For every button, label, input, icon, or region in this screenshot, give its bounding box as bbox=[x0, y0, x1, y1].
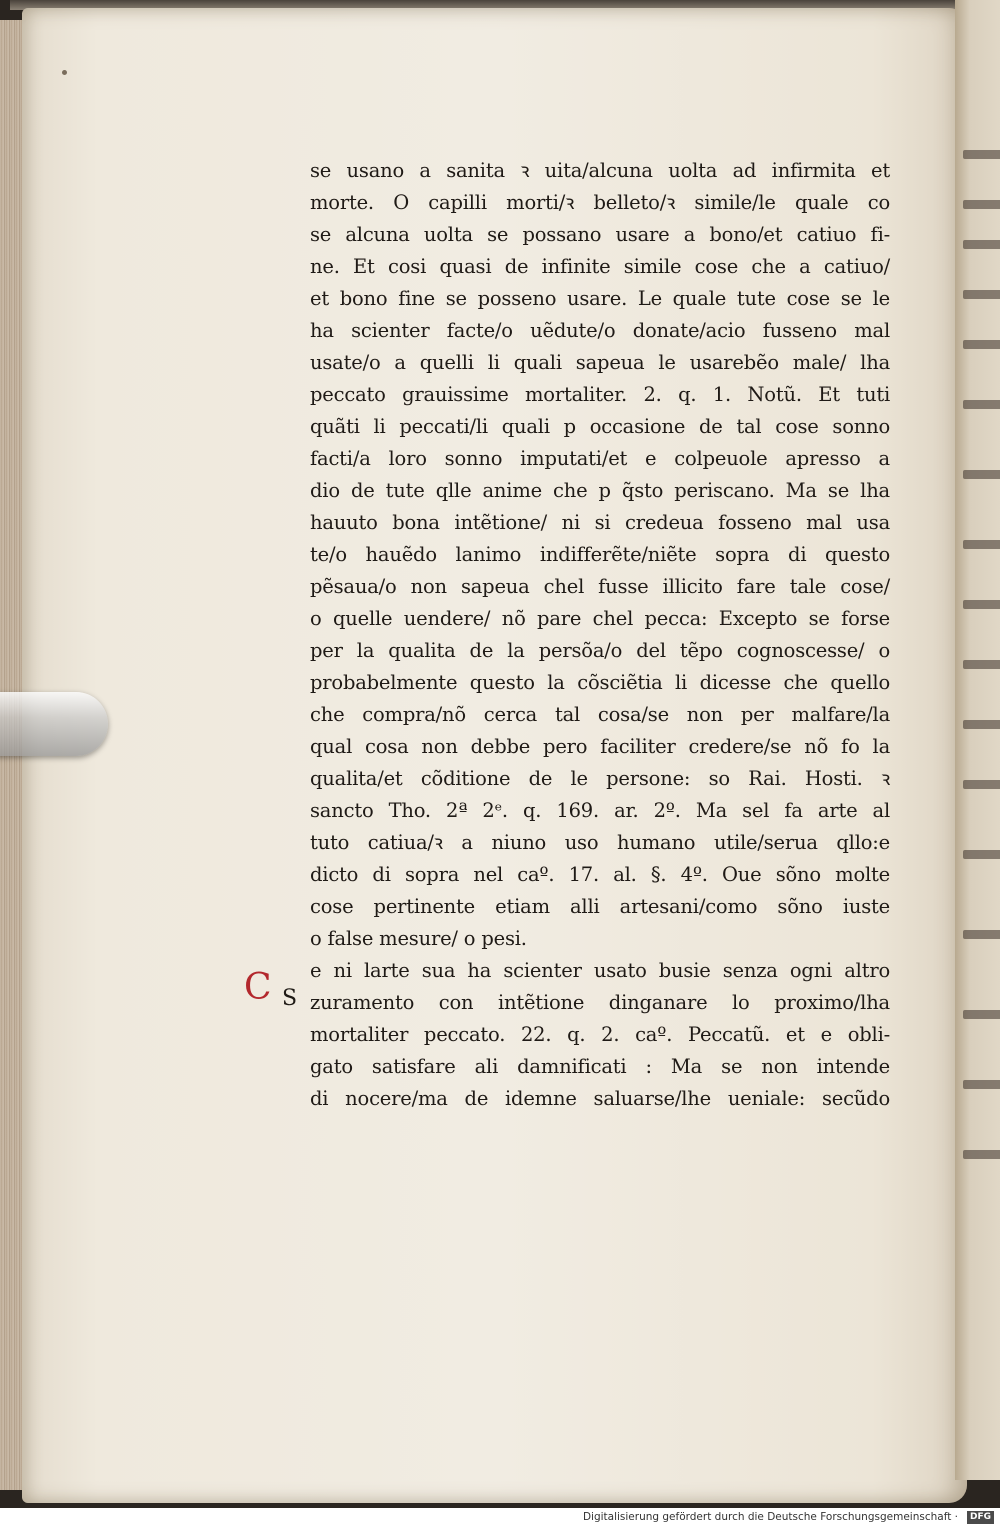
text-line: cose pertinente etiam alli artesani/como sõno iuste bbox=[310, 895, 890, 918]
text-line: tuto catiua/ꝛ a niuno uso humano utile/serua qllo:e bbox=[310, 831, 890, 854]
text-line: dio de tute qlle anime che p q̃sto periscano. Ma se lha bbox=[310, 479, 890, 502]
funding-credit: Digitalisierung gefördert durch die Deutsche Forschungsgemeinschaft · bbox=[582, 1511, 958, 1523]
text-line: usate/o a quelli li quali sapeua le usarebẽo male/ lha bbox=[310, 351, 890, 374]
text-line: hauuto bona intẽtione/ ni si credeua fosseno mal usa bbox=[310, 511, 890, 534]
text-line: quãti li peccati/li quali p occasione de tal cose sonno bbox=[310, 415, 890, 438]
text-line: se alcuna uolta se possano usare a bono/et catiuo fi- bbox=[310, 223, 890, 246]
guide-letter: S bbox=[282, 986, 298, 1011]
dfg-logo: DFG bbox=[967, 1511, 994, 1524]
text-line: per la qualita de la persõa/o del tẽpo cognoscesse/ o bbox=[310, 639, 890, 662]
body-text bbox=[310, 155, 890, 1115]
page-clip bbox=[0, 692, 108, 756]
text-line: sancto Tho. 2ª 2ᵉ. q. 169. ar. 2º. Ma sel fa arte al bbox=[310, 799, 890, 822]
text-line: te/o hauẽdo lanimo indifferẽte/niẽte sopra di questo bbox=[310, 543, 890, 566]
text-line: gato satisfare ali damnificati : Ma se non intende bbox=[310, 1055, 890, 1078]
text-line: et bono fine se posseno usare. Le quale tute cose se le bbox=[310, 287, 890, 310]
text-line: facti/a loro sonno imputati/et e colpeuole apresso a bbox=[310, 447, 890, 470]
text-line: di nocere/ma de idemne saluarse/lhe ueniale: secũdo bbox=[310, 1087, 890, 1110]
text-line: o false mesure/ o pesi. bbox=[310, 927, 527, 950]
text-line: dicto di sopra nel caº. 17. al. §. 4º. Oue sõno molte bbox=[310, 863, 890, 886]
next-page-edge bbox=[955, 0, 1000, 1480]
text-line: mortaliter peccato. 22. q. 2. caº. Peccatũ. et e obli- bbox=[310, 1023, 890, 1046]
text-line: se usano a sanita ꝛ uita/alcuna uolta ad infirmita et bbox=[310, 159, 890, 182]
page-speck bbox=[62, 70, 67, 75]
text-line: ha scienter facte/o uẽdute/o donate/acio fusseno mal bbox=[310, 319, 890, 342]
text-line: o quelle uendere/ nõ pare chel pecca: Excepto se forse bbox=[310, 607, 890, 630]
text-line: e ni larte sua ha scienter usato busie senza ogni altro bbox=[310, 959, 890, 982]
text-line: pẽsaua/o non sapeua chel fusse illicito fare tale cose/ bbox=[310, 575, 890, 598]
text-line: morte. O capilli morti/ꝛ belleto/ꝛ simile/le quale co bbox=[310, 191, 890, 214]
text-line: che compra/nõ cerca tal cosa/se non per malfare/la bbox=[310, 703, 890, 726]
rubricated-initial: C bbox=[244, 967, 272, 1008]
text-line: ne. Et cosi quasi de infinite simile cose che a catiuo/ bbox=[310, 255, 890, 278]
footer-bar bbox=[0, 1508, 1000, 1528]
text-line: peccato grauissime mortaliter. 2. q. 1. Notũ. Et tuti bbox=[310, 383, 890, 406]
text-line: probabelmente questo la cõsciẽtia li dicesse che quello bbox=[310, 671, 890, 694]
text-line: qual cosa non debbe pero faciliter credere/se nõ fo la bbox=[310, 735, 890, 758]
text-line: zuramento con intẽtione dinganare lo proximo/lha bbox=[310, 991, 890, 1014]
text-line: qualita/et cõditione de le persone: so Rai. Hosti. ꝛ bbox=[310, 767, 890, 790]
